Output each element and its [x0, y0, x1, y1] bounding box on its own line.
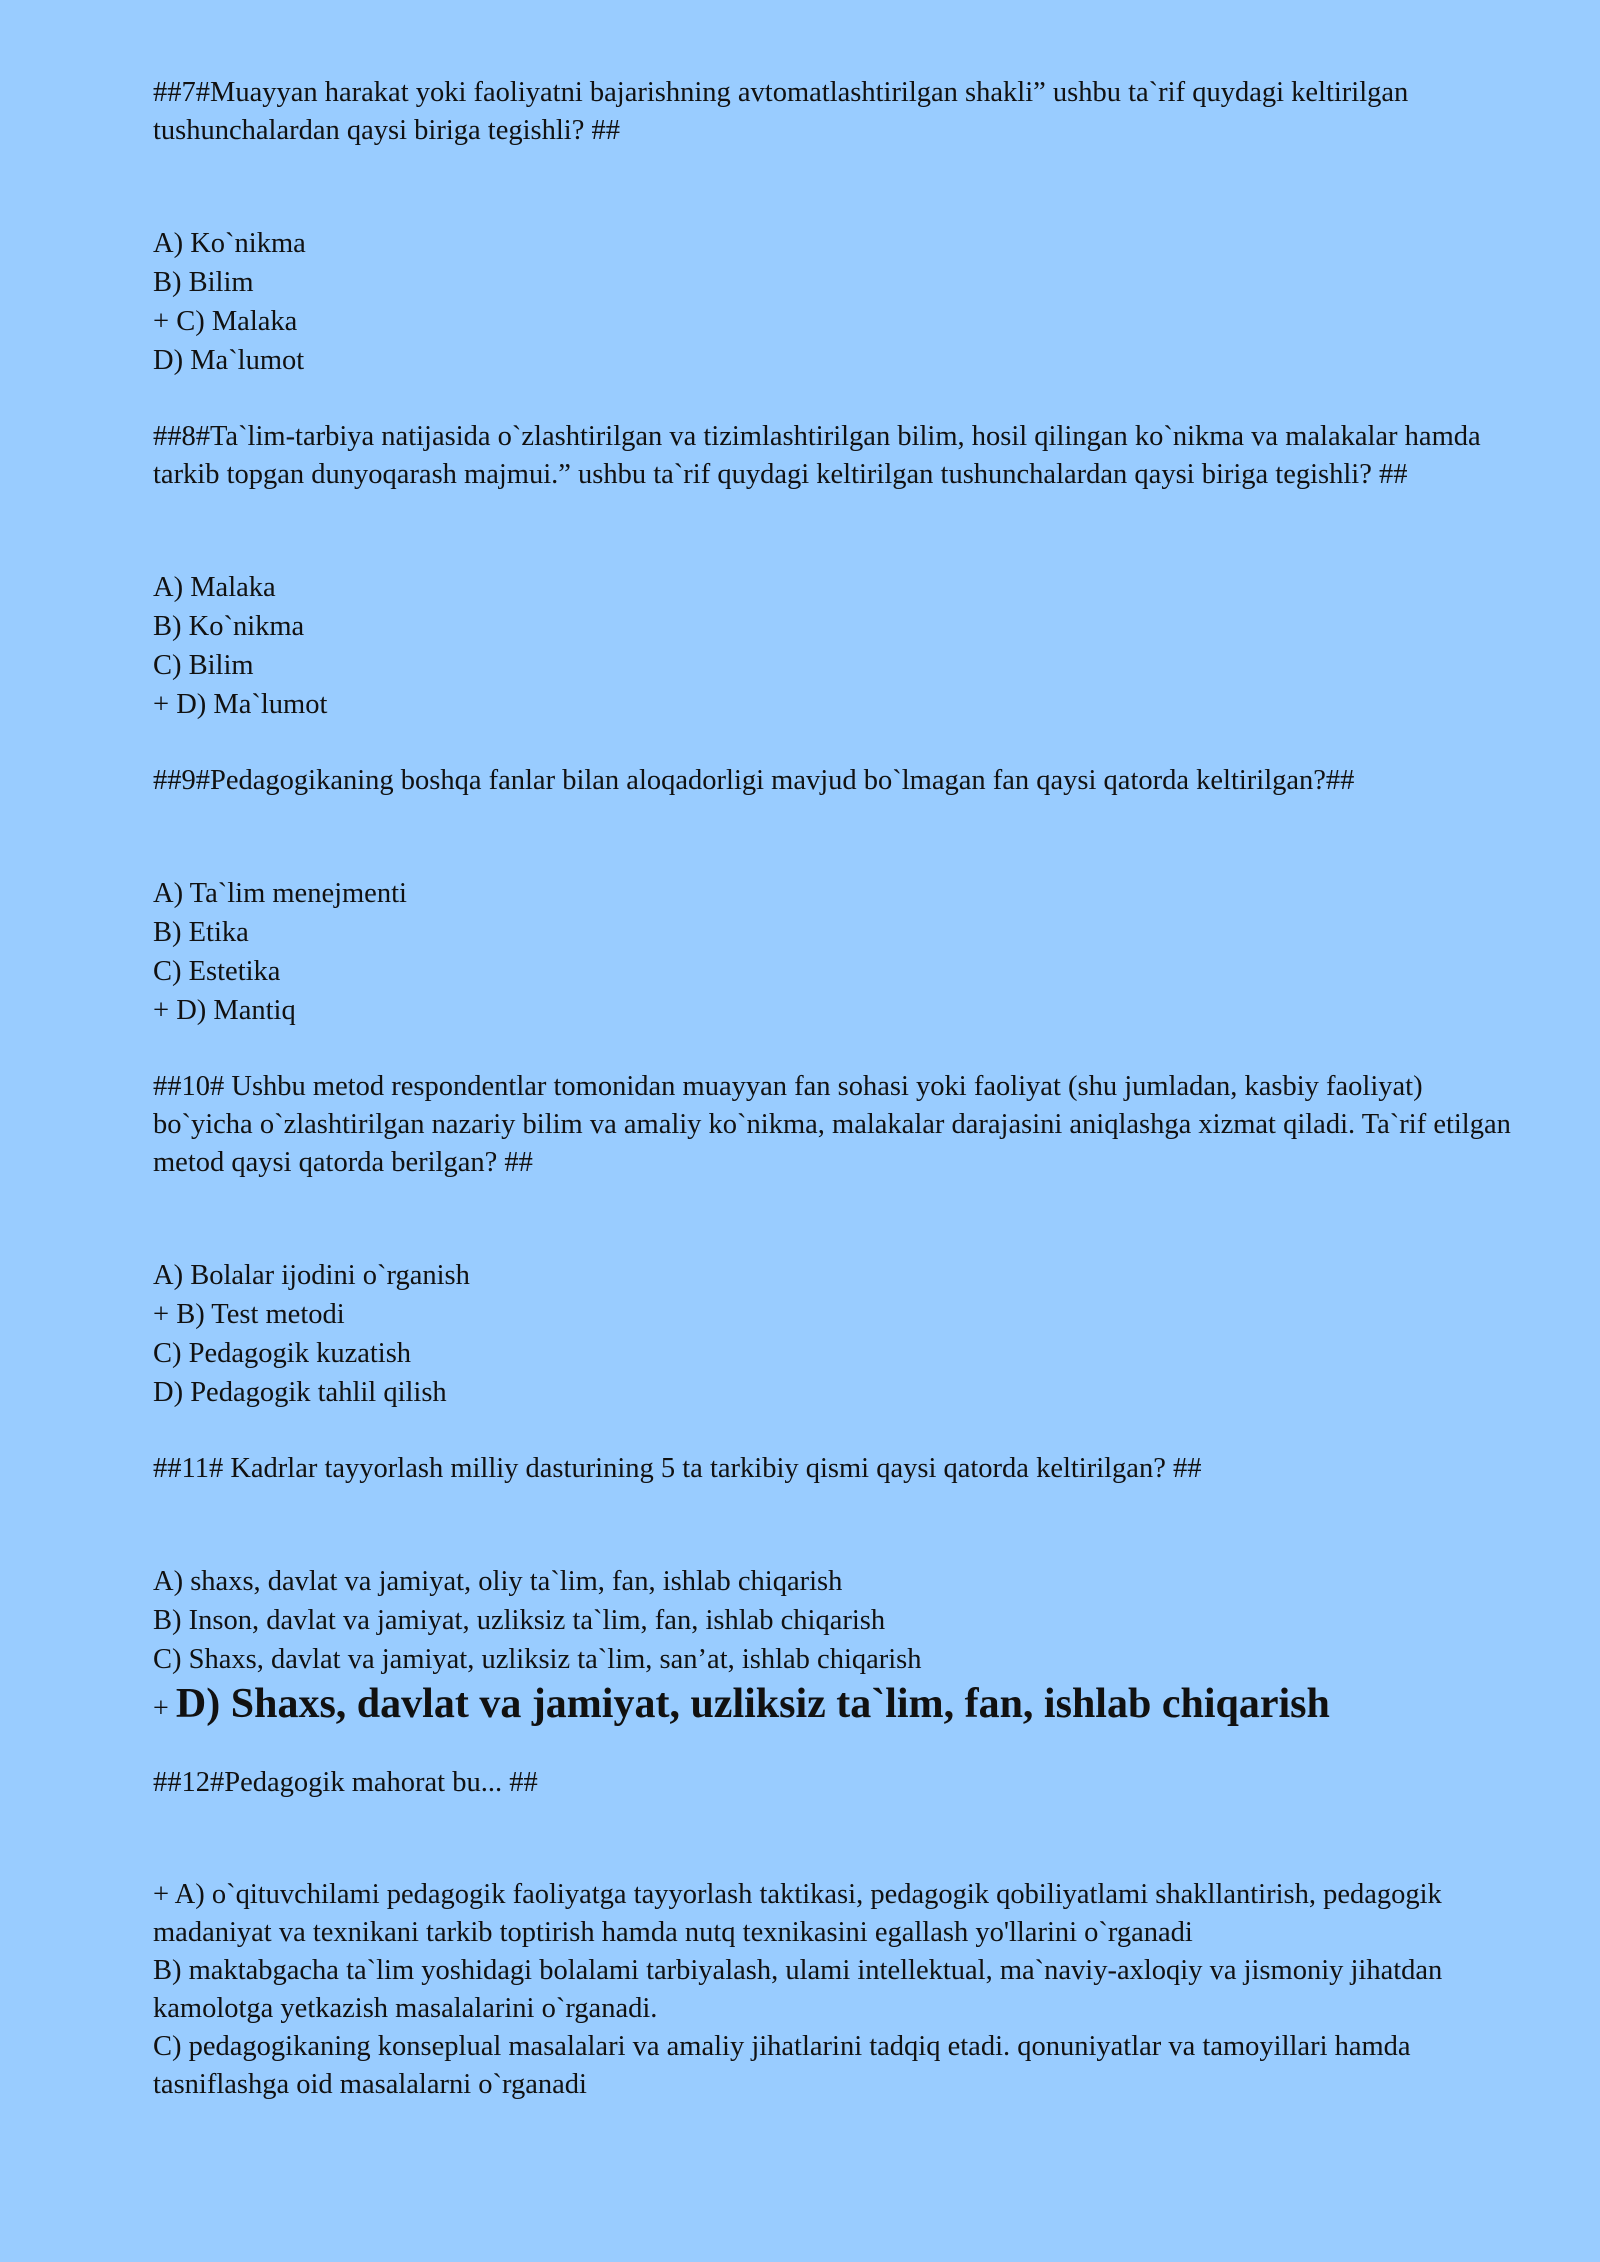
option-c: C) Estetika	[153, 956, 281, 987]
option-c: C) pedagogikaning konseplual masalalari va amaliy jihatlarini tadqiq etadi. qonuniyatlar va tamoyillari hamda tasniflashga oid masalalarni o`rganadi	[153, 2031, 1411, 2100]
question-9	[153, 762, 1520, 1030]
option-d-correct: + D) Ma`lumot	[153, 689, 328, 720]
question-11	[153, 1450, 1520, 1734]
option-d-correct	[153, 1679, 1520, 1734]
option-a: A) Malaka	[153, 572, 276, 603]
option-a: A) Ta`lim menejmenti	[153, 878, 407, 909]
question-text: ##12#Pedagogik mahorat bu... ##	[153, 1767, 538, 1798]
option-c: C) Shaxs, davlat va jamiyat, uzliksiz ta`lim, san’at, ishlab chiqarish	[153, 1644, 922, 1675]
option-b: B) maktabgacha ta`lim yoshidagi bolalami tarbiyalash, ulami intellektual, ma`naviy-axloqiy va jismoniy jihatdan kamolotga yetkazish masalalarini o`rganadi.	[153, 1955, 1443, 2024]
option-b: B) Inson, davlat va jamiyat, uzliksiz ta`lim, fan, ishlab chiqarish	[153, 1605, 886, 1636]
question-text: ##9#Pedagogikaning boshqa fanlar bilan aloqadorligi mavjud bo`lmagan fan qaysi qatorda keltirilgan?##	[153, 765, 1355, 796]
option-a: A) Bolalar ijodini o`rganish	[153, 1260, 470, 1291]
question-10	[153, 1068, 1520, 1412]
option-b-correct: + B) Test metodi	[153, 1299, 345, 1330]
question-7	[153, 74, 1520, 380]
option-c: C) Pedagogik kuzatish	[153, 1338, 412, 1369]
question-text: ##11# Kadrlar tayyorlash milliy dasturining 5 ta tarkibiy qismi qaysi qatorda keltirilgan? ##	[153, 1453, 1202, 1484]
option-a: A) shaxs, davlat va jamiyat, oliy ta`lim, fan, ishlab chiqarish	[153, 1566, 843, 1597]
question-8	[153, 418, 1520, 724]
option-d: D) Pedagogik tahlil qilish	[153, 1377, 447, 1408]
correct-marker: +	[153, 1693, 169, 1724]
option-c-correct: + C) Malaka	[153, 306, 298, 337]
option-d-text: D) Shaxs, davlat va jamiyat, uzliksiz ta`lim, fan, ishlab chiqarish	[175, 1681, 1330, 1727]
option-b: B) Etika	[153, 917, 249, 948]
option-a: A) Ko`nikma	[153, 228, 306, 259]
option-a-correct: + A) o`qituvchilami pedagogik faoliyatga tayyorlash taktikasi, pedagogik qobiliyatlami shakllantirish, pedagogik madaniyat va texnikani tarkib toptirish hamda nutq texnikasini egallash yo'llarini o`rganadi	[153, 1879, 1442, 1948]
question-text: ##7#Muayyan harakat yoki faoliyatni bajarishning avtomatlashtirilgan shakli” ushbu ta`rif quydagi keltirilgan tushunchalardan qaysi biriga tegishli? ##	[153, 77, 1409, 146]
option-d-correct: + D) Mantiq	[153, 995, 296, 1026]
question-text: ##10# Ushbu metod respondentlar tomonidan muayyan fan sohasi yoki faoliyat (shu jumladan, kasbiy faoliyat) bo`yicha o`zlashtirilgan nazariy bilim va amaliy ko`nikma, malakalar darajasini aniqlashga xizmat qiladi. Ta`rif etilgan metod qaysi qatorda berilgan? ##	[153, 1071, 1511, 1178]
option-d: D) Ma`lumot	[153, 345, 305, 376]
option-c: C) Bilim	[153, 650, 254, 681]
option-b: B) Ko`nikma	[153, 611, 305, 642]
question-text: ##8#Ta`lim-tarbiya natijasida o`zlashtirilgan va tizimlashtirilgan bilim, hosil qilingan ko`nikma va malakalar hamda tarkib topgan dunyoqarash majmui.” ushbu ta`rif quydagi keltirilgan tushunchalardan qaysi biriga tegishli? ##	[153, 421, 1481, 490]
question-12	[153, 1764, 1520, 2104]
option-b: B) Bilim	[153, 267, 254, 298]
